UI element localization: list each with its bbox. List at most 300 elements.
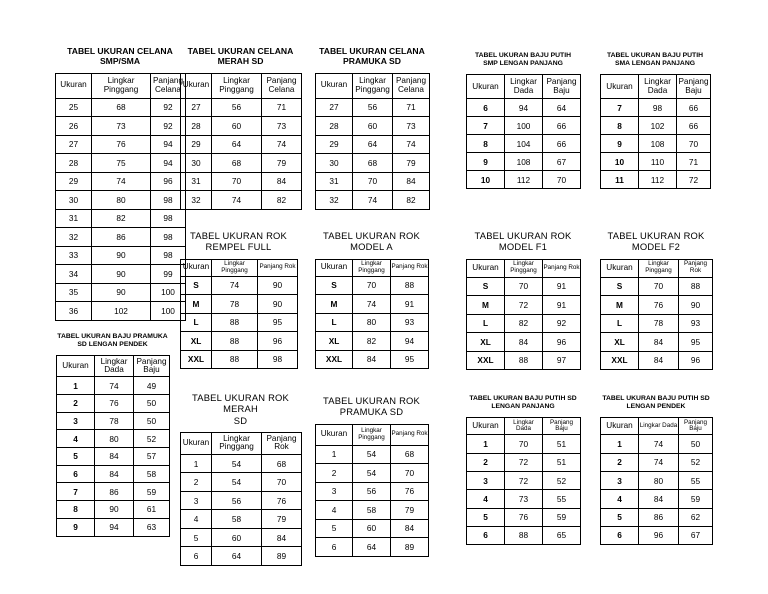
- value-cell: 88: [505, 526, 543, 544]
- value-cell: 94: [95, 518, 134, 536]
- table-row: [181, 350, 298, 369]
- column-header: Ukuran: [601, 259, 639, 277]
- table-row: [316, 172, 430, 191]
- size-table: [600, 74, 711, 189]
- size-cell: XXL: [181, 350, 212, 369]
- table-row: [467, 99, 581, 117]
- column-header: Ukuran: [181, 432, 212, 454]
- column-header: Panjang Baju: [677, 75, 711, 99]
- value-cell: 51: [543, 453, 581, 471]
- table-row: [181, 154, 302, 173]
- column-header: Ukuran: [601, 75, 639, 99]
- value-cell: 68: [92, 98, 151, 117]
- value-cell: 56: [212, 491, 262, 510]
- table-title: [315, 46, 429, 67]
- size-cell: 1: [316, 445, 353, 464]
- size-cell: S: [601, 277, 639, 296]
- value-cell: 57: [134, 448, 170, 466]
- column-header: Ukuran: [181, 259, 212, 276]
- value-cell: 70: [262, 473, 302, 492]
- value-cell: 102: [639, 117, 677, 135]
- size-cell: 8: [57, 501, 95, 519]
- size-cell: XL: [467, 333, 505, 352]
- value-cell: 78: [212, 295, 258, 314]
- size-cell: 4: [57, 430, 95, 448]
- size-cell: 3: [316, 482, 353, 501]
- size-cell: 2: [57, 395, 95, 413]
- column-header: Panjang Rok: [391, 424, 429, 445]
- value-cell: 90: [92, 265, 151, 284]
- size-cell: 4: [467, 490, 505, 508]
- table-row: [316, 295, 429, 314]
- table-row: [181, 547, 302, 566]
- size-cell: 30: [316, 154, 353, 173]
- column-header: Lingkar Dada: [639, 75, 677, 99]
- value-cell: 94: [151, 135, 186, 154]
- value-cell: 71: [393, 98, 430, 117]
- value-cell: 79: [262, 154, 302, 173]
- value-cell: 72: [505, 471, 543, 489]
- value-cell: 73: [393, 117, 430, 136]
- table-row: [57, 430, 170, 448]
- size-cell: 5: [181, 528, 212, 547]
- size-table: [600, 417, 713, 545]
- table-row: [467, 490, 581, 508]
- table-title-line: SMP LENGAN PANJANG: [483, 60, 563, 68]
- value-cell: 96: [258, 332, 298, 351]
- value-cell: 74: [639, 453, 679, 471]
- size-cell: 2: [601, 453, 639, 471]
- value-cell: 74: [353, 191, 393, 210]
- size-cell: 29: [181, 135, 212, 154]
- value-cell: 73: [92, 117, 151, 136]
- value-cell: 50: [679, 435, 713, 453]
- value-cell: 76: [95, 395, 134, 413]
- value-cell: 64: [353, 538, 391, 557]
- value-cell: 68: [353, 154, 393, 173]
- size-cell: 2: [181, 473, 212, 492]
- table-row: [467, 351, 581, 370]
- column-header: Ukuran: [181, 73, 212, 98]
- table-row: [181, 510, 302, 529]
- column-header: Panjang Baju: [543, 418, 581, 435]
- value-cell: 82: [353, 332, 391, 351]
- value-cell: 80: [639, 471, 679, 489]
- table-title: [466, 395, 580, 411]
- value-cell: 91: [391, 295, 429, 314]
- value-cell: 52: [679, 453, 713, 471]
- size-cell: L: [316, 313, 353, 332]
- column-header: Ukuran: [316, 259, 353, 276]
- size-cell: L: [181, 313, 212, 332]
- table-title: [180, 392, 301, 426]
- value-cell: 59: [134, 483, 170, 501]
- size-cell: 7: [601, 99, 639, 117]
- value-cell: 54: [212, 473, 262, 492]
- size-cell: 6: [181, 547, 212, 566]
- table-row: [56, 117, 186, 136]
- value-cell: 80: [353, 313, 391, 332]
- table-row: [316, 501, 429, 520]
- table-title-line: TABEL UKURAN BAJU PUTIH SD: [469, 395, 577, 402]
- value-cell: 75: [92, 154, 151, 173]
- value-cell: 82: [262, 191, 302, 210]
- size-cell: 3: [57, 412, 95, 430]
- table-title-line: LENGAN PENDEK: [626, 403, 686, 411]
- size-cell: 27: [181, 98, 212, 117]
- table-row: [56, 246, 186, 265]
- value-cell: 95: [679, 333, 713, 352]
- table-title-line: TABEL UKURAN BAJU PUTIH: [474, 52, 572, 59]
- table-rok-model-f2: [600, 230, 713, 370]
- value-cell: 98: [258, 350, 298, 369]
- value-cell: 78: [95, 412, 134, 430]
- table-row: [316, 332, 429, 351]
- table-row: [601, 296, 713, 315]
- value-cell: 66: [677, 117, 711, 135]
- value-cell: 84: [353, 350, 391, 369]
- column-header: Panjang Celana: [262, 73, 302, 98]
- value-cell: 84: [95, 465, 134, 483]
- column-header: Panjang Rok: [258, 259, 298, 276]
- table-title-line: TABEL UKURAN ROK: [607, 230, 705, 241]
- size-cell: L: [467, 314, 505, 333]
- value-cell: 90: [258, 295, 298, 314]
- value-cell: 100: [151, 283, 186, 302]
- size-cell: 34: [56, 265, 92, 284]
- table-row: [181, 98, 302, 117]
- table-row: [467, 296, 581, 315]
- column-header: Panjang Rok: [262, 432, 302, 454]
- table-row: [56, 283, 186, 302]
- table-row: [601, 471, 713, 489]
- size-cell: 2: [467, 453, 505, 471]
- value-cell: 78: [639, 314, 679, 333]
- table-title-line: REMPEL FULL: [205, 241, 272, 253]
- value-cell: 68: [391, 445, 429, 464]
- value-cell: 76: [639, 296, 679, 315]
- value-cell: 70: [505, 277, 543, 296]
- column-header: Lingkar Dada: [95, 356, 134, 377]
- value-cell: 79: [393, 154, 430, 173]
- size-cell: 28: [56, 154, 92, 173]
- value-cell: 64: [212, 135, 262, 154]
- table-row: [181, 117, 302, 136]
- value-cell: 98: [151, 228, 186, 247]
- value-cell: 94: [505, 99, 543, 117]
- value-cell: 60: [212, 117, 262, 136]
- size-cell: 32: [181, 191, 212, 210]
- table-row: [467, 435, 581, 453]
- size-cell: M: [316, 295, 353, 314]
- column-header: Panjang Rok: [543, 259, 581, 277]
- column-header: Ukuran: [467, 75, 505, 99]
- size-cell: 5: [467, 508, 505, 526]
- size-table: [180, 432, 302, 566]
- table-baju-putih-sd-lengan-pendek: [600, 395, 713, 545]
- size-cell: 26: [56, 117, 92, 136]
- value-cell: 56: [353, 98, 393, 117]
- size-cell: 6: [316, 538, 353, 557]
- size-cell: 31: [316, 172, 353, 191]
- table-title-line: TABEL UKURAN CELANA: [67, 46, 173, 56]
- table-title: [56, 333, 169, 349]
- value-cell: 64: [543, 99, 581, 117]
- table-title-line: SMA LENGAN PANJANG: [614, 60, 696, 68]
- size-cell: XL: [181, 332, 212, 351]
- table-row: [467, 171, 581, 189]
- value-cell: 100: [151, 302, 186, 321]
- value-cell: 54: [212, 454, 262, 473]
- value-cell: 52: [134, 430, 170, 448]
- table-title-line: PRAMUKA SD: [343, 56, 401, 67]
- size-cell: 31: [56, 209, 92, 228]
- value-cell: 55: [543, 490, 581, 508]
- table-title-line: TABEL UKURAN BAJU PUTIH: [606, 52, 704, 59]
- value-cell: 90: [95, 501, 134, 519]
- size-cell: 6: [57, 465, 95, 483]
- table-row: [316, 519, 429, 538]
- column-header: Lingkar Pinggang: [353, 73, 393, 98]
- size-table: [315, 73, 430, 210]
- size-cell: 33: [56, 246, 92, 265]
- value-cell: 96: [679, 351, 713, 370]
- value-cell: 65: [543, 526, 581, 544]
- table-row: [57, 377, 170, 395]
- size-cell: 4: [181, 510, 212, 529]
- table-title-line: TABEL UKURAN ROK: [323, 395, 420, 406]
- size-cell: 1: [57, 377, 95, 395]
- value-cell: 90: [258, 276, 298, 295]
- size-cell: 27: [316, 98, 353, 117]
- value-cell: 74: [92, 172, 151, 191]
- column-header: Ukuran: [316, 424, 353, 445]
- value-cell: 80: [95, 430, 134, 448]
- table-row: [57, 448, 170, 466]
- size-cell: 35: [56, 283, 92, 302]
- table-row: [56, 302, 186, 321]
- value-cell: 56: [212, 98, 262, 117]
- table-row: [467, 333, 581, 352]
- table-row: [181, 313, 298, 332]
- table-row: [57, 395, 170, 413]
- value-cell: 56: [353, 482, 391, 501]
- size-cell: 32: [316, 191, 353, 210]
- table-celana-merah-sd: [180, 46, 302, 210]
- table-title-line: MODEL A: [350, 241, 393, 253]
- value-cell: 108: [505, 153, 543, 171]
- size-cell: 32: [56, 228, 92, 247]
- table-row: [57, 465, 170, 483]
- value-cell: 88: [391, 276, 429, 295]
- value-cell: 70: [353, 172, 393, 191]
- table-row: [181, 135, 302, 154]
- size-cell: 30: [56, 191, 92, 210]
- value-cell: 70: [353, 276, 391, 295]
- table-row: [467, 314, 581, 333]
- value-cell: 70: [212, 172, 262, 191]
- table-row: [181, 191, 302, 210]
- table-row: [601, 490, 713, 508]
- value-cell: 74: [212, 276, 258, 295]
- size-cell: 6: [467, 99, 505, 117]
- table-row: [467, 153, 581, 171]
- table-rok-rempel-full: [180, 230, 298, 369]
- table-title-line: MODEL F1: [498, 241, 548, 253]
- size-cell: 2: [316, 464, 353, 483]
- table-row: [56, 154, 186, 173]
- table-row: [316, 482, 429, 501]
- size-cell: 1: [181, 454, 212, 473]
- table-row: [316, 135, 430, 154]
- table-row: [316, 313, 429, 332]
- table-title-line: TABEL UKURAN BAJU PUTIH SD: [602, 395, 710, 402]
- table-celana-smp-sma: [55, 46, 186, 321]
- value-cell: 110: [639, 153, 677, 171]
- value-cell: 76: [391, 482, 429, 501]
- value-cell: 70: [543, 171, 581, 189]
- value-cell: 88: [212, 350, 258, 369]
- size-cell: S: [467, 277, 505, 296]
- table-rok-model-f1: [466, 230, 581, 370]
- value-cell: 60: [212, 528, 262, 547]
- column-header: Lingkar Pinggang: [212, 432, 262, 454]
- value-cell: 104: [505, 135, 543, 153]
- column-header: Lingkar Dada: [639, 418, 679, 435]
- table-row: [316, 445, 429, 464]
- value-cell: 98: [151, 191, 186, 210]
- table-title: [600, 230, 712, 253]
- value-cell: 60: [353, 117, 393, 136]
- value-cell: 108: [639, 135, 677, 153]
- value-cell: 59: [679, 490, 713, 508]
- value-cell: 74: [353, 295, 391, 314]
- size-cell: 1: [467, 435, 505, 453]
- size-cell: 28: [316, 117, 353, 136]
- size-cell: 28: [181, 117, 212, 136]
- size-cell: 7: [467, 117, 505, 135]
- value-cell: 72: [505, 453, 543, 471]
- value-cell: 58: [353, 501, 391, 520]
- size-cell: M: [181, 295, 212, 314]
- value-cell: 70: [391, 464, 429, 483]
- size-cell: 6: [467, 526, 505, 544]
- value-cell: 66: [543, 117, 581, 135]
- value-cell: 91: [543, 296, 581, 315]
- table-row: [601, 333, 713, 352]
- value-cell: 98: [639, 99, 677, 117]
- table-title-line: TABEL UKURAN ROK: [474, 230, 572, 241]
- table-title-line: TABEL UKURAN ROK: [190, 230, 287, 241]
- value-cell: 51: [543, 435, 581, 453]
- size-cell: 7: [57, 483, 95, 501]
- table-row: [316, 154, 430, 173]
- value-cell: 98: [151, 246, 186, 265]
- table-row: [57, 483, 170, 501]
- column-header: Lingkar Pinggang: [212, 73, 262, 98]
- size-cell: 8: [467, 135, 505, 153]
- table-row: [56, 191, 186, 210]
- value-cell: 84: [262, 528, 302, 547]
- value-cell: 94: [391, 332, 429, 351]
- size-cell: 31: [181, 172, 212, 191]
- value-cell: 86: [92, 228, 151, 247]
- table-row: [601, 153, 711, 171]
- size-table: [466, 259, 581, 371]
- value-cell: 68: [212, 154, 262, 173]
- table-row: [181, 491, 302, 510]
- value-cell: 72: [677, 171, 711, 189]
- size-cell: 5: [316, 519, 353, 538]
- column-header: Ukuran: [57, 356, 95, 377]
- value-cell: 82: [505, 314, 543, 333]
- size-cell: XXL: [316, 350, 353, 369]
- value-cell: 84: [639, 351, 679, 370]
- value-cell: 66: [543, 135, 581, 153]
- column-header: Lingkar Pinggang: [353, 424, 391, 445]
- table-row: [56, 228, 186, 247]
- column-header: Panjang Celana: [151, 73, 186, 98]
- value-cell: 63: [134, 518, 170, 536]
- value-cell: 70: [505, 435, 543, 453]
- value-cell: 92: [543, 314, 581, 333]
- size-cell: 1: [601, 435, 639, 453]
- size-cell: 10: [467, 171, 505, 189]
- value-cell: 70: [639, 277, 679, 296]
- value-cell: 89: [262, 547, 302, 566]
- value-cell: 67: [543, 153, 581, 171]
- table-row: [467, 453, 581, 471]
- value-cell: 88: [679, 277, 713, 296]
- table-baju-pramuka-sd: [56, 333, 170, 537]
- value-cell: 74: [262, 135, 302, 154]
- size-cell: 8: [601, 117, 639, 135]
- size-cell: 3: [467, 471, 505, 489]
- column-header: Ukuran: [601, 418, 639, 435]
- size-cell: 6: [601, 526, 639, 544]
- size-cell: 3: [601, 471, 639, 489]
- size-cell: XL: [601, 333, 639, 352]
- size-cell: 30: [181, 154, 212, 173]
- table-rok-model-a: [315, 230, 429, 369]
- table-title-line: MERAH SD: [217, 56, 264, 67]
- size-cell: 9: [467, 153, 505, 171]
- value-cell: 64: [212, 547, 262, 566]
- column-header: Panjang Celana: [393, 73, 430, 98]
- table-row: [181, 295, 298, 314]
- size-cell: XXL: [601, 351, 639, 370]
- value-cell: 79: [262, 510, 302, 529]
- table-title-line: PRAMUKA SD: [339, 406, 404, 418]
- table-row: [467, 526, 581, 544]
- value-cell: 60: [353, 519, 391, 538]
- size-cell: 4: [601, 490, 639, 508]
- value-cell: 92: [151, 117, 186, 136]
- size-cell: 11: [601, 171, 639, 189]
- size-cell: 29: [316, 135, 353, 154]
- table-row: [467, 471, 581, 489]
- size-table: [600, 259, 713, 371]
- value-cell: 76: [262, 491, 302, 510]
- value-cell: 88: [212, 332, 258, 351]
- table-row: [316, 538, 429, 557]
- column-header: Panjang Rok: [679, 259, 713, 277]
- column-header: Ukuran: [316, 73, 353, 98]
- table-title-line: LENGAN PANJANG: [491, 403, 555, 411]
- value-cell: 58: [212, 510, 262, 529]
- column-header: Ukuran: [467, 259, 505, 277]
- size-cell: S: [316, 276, 353, 295]
